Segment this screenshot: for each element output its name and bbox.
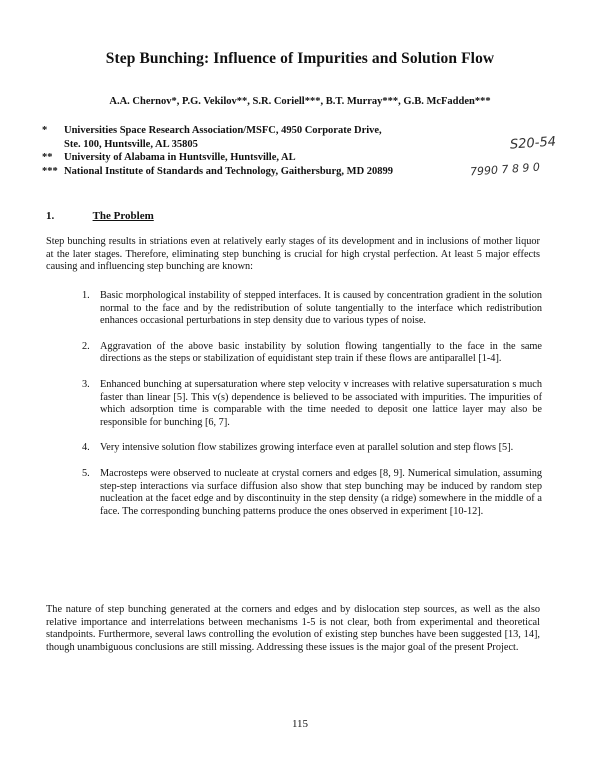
- affiliation-mark: **: [42, 152, 53, 163]
- list-item-number: 2.: [82, 340, 90, 352]
- paper-title: Step Bunching: Influence of Impurities and Solution Flow: [105, 50, 495, 67]
- handwritten-note: 7990 7 8 9 0: [469, 160, 541, 179]
- affiliation-mark: *: [42, 125, 48, 136]
- affiliations: [42, 124, 502, 178]
- affiliation-1: [42, 124, 502, 138]
- affiliation-3: [42, 165, 502, 179]
- list-item-number: 5.: [82, 467, 90, 479]
- list-item-number: 1.: [82, 290, 90, 301]
- closing-paragraph: The nature of step bunching generated at the corners and edges and by dislocation step sources, as well as the also relative importance and interrelations between mechanisms 1-5 is not clear, both from experimental and theoretical standpoints. Furthermore, several laws controlling the evolution of existing step bunches have been suggested [13, 14], though unambiguous conclusions are still missing. Addressing these issues is the major goal of the present Project.: [46, 604, 540, 653]
- affiliation-text: Universities Space Research Association/MSFC, 4950 Corporate Drive,: [64, 125, 382, 136]
- affiliation-text: Ste. 100, Huntsville, AL 35805: [64, 138, 198, 150]
- list-item: [82, 468, 542, 518]
- list-item: [82, 442, 542, 455]
- list-item-number: 4.: [82, 442, 90, 454]
- list-item: [82, 290, 542, 328]
- list-item: [82, 341, 542, 366]
- affiliation-1-continued: [42, 138, 502, 152]
- affiliation-2: [42, 151, 502, 165]
- section-title: The Problem: [92, 210, 154, 222]
- list-item-text: Macrosteps were observed to nucleate at crystal corners and edges [8, 9]. Numerical simulation, assuming step-step interactions via surface diffusion also show that step bunching may be induced by random step nucleation at the facet edge and by discontinuity in the step density (a ridge) somewhere in the middle of a face. The corresponding bunching patterns produce the ones observed in experiment [10-12].: [100, 467, 542, 517]
- section-number: 1.: [46, 210, 55, 222]
- list-item-text: Enhanced bunching at supersaturation where step velocity v increases with relative supersaturation s much faster than linear [5]. This v(s) dependence is believed to be associated with impurities. The impurities of which adsorption time is comparable with the time needed to deposit one lattice layer may also be responsible for bunching [6, 7].: [100, 378, 542, 428]
- list-item-text: Basic morphological instability of stepped interfaces. It is caused by concentration gradient in the solution normal to the face and by the redistribution of solute tangentially to the interface which redistribution enhances occasional perturbations in step density due to various types of noise.: [100, 290, 542, 327]
- intro-paragraph: Step bunching results in striations even at relatively early stages of its development and in inclusions of mother liquor at the later stages. Therefore, eliminating step bunching is crucial for high crystal perfection. At least 5 major effects causing and influencing step bunching are known:: [46, 236, 540, 273]
- author-list: A.A. Chernov*, P.G. Vekilov**, S.R. Coriell***, B.T. Murray***, G.B. McFadden***: [109, 96, 491, 107]
- list-item: [82, 379, 542, 429]
- section-heading: [46, 210, 346, 222]
- list-item-number: 3.: [82, 378, 90, 390]
- affiliation-mark: ***: [42, 165, 58, 177]
- affiliation-text: University of Alabama in Huntsville, Huntsville, AL: [64, 152, 296, 163]
- numbered-list: [82, 290, 542, 531]
- affiliation-text: National Institute of Standards and Technology, Gaithersburg, MD 20899: [64, 165, 394, 177]
- list-item-text: Aggravation of the above basic instability by solution flowing tangentially to the face in the same directions as the steps or stabilization of equidistant step train if these flows are antiparallel [1-4].: [100, 340, 542, 365]
- page-number: 115: [291, 718, 309, 730]
- list-item-text: Very intensive solution flow stabilizes growing interface even at parallel solution and step flows [5].: [100, 442, 514, 454]
- handwritten-note: S20-54: [509, 134, 557, 153]
